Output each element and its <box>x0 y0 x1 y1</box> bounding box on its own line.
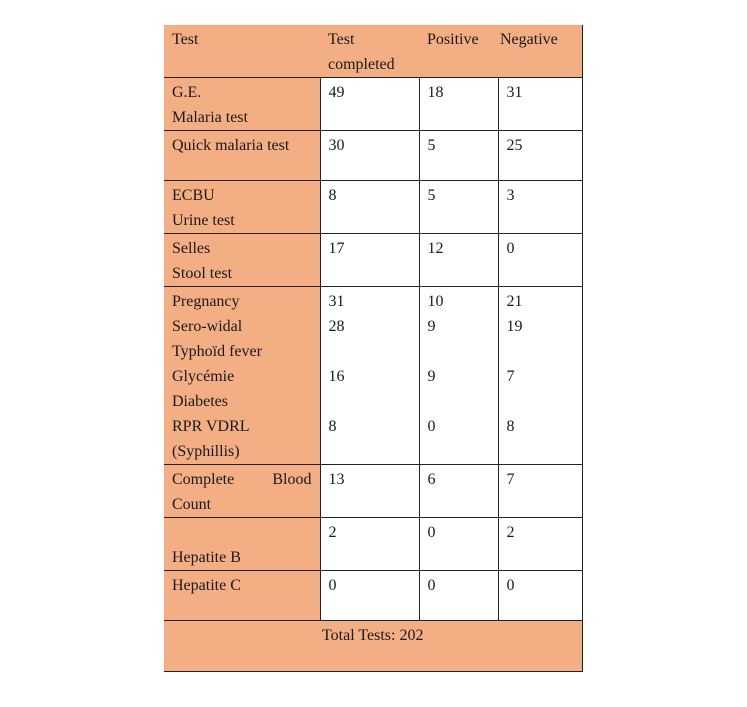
test-name-line: G.E. <box>172 84 202 101</box>
total-tests-label: Total Tests: 202 <box>164 621 582 672</box>
header-completed-line2: completed <box>328 56 395 73</box>
header-test-label: Test <box>172 31 199 48</box>
positive-cell: 12 <box>419 234 498 287</box>
test-name-line: Hepatite C <box>172 577 241 594</box>
test-name-line: Diabetes <box>172 393 228 410</box>
negative-value: 7 <box>506 368 515 385</box>
completed-value: 31 <box>328 293 345 310</box>
header-negative <box>498 25 582 78</box>
test-name-line: Sero-widal <box>172 318 243 335</box>
group-completed <box>320 287 419 465</box>
total-row <box>164 621 582 672</box>
test-name-line: Urine test <box>172 212 235 229</box>
negative-cell: 3 <box>498 181 582 234</box>
table-row <box>164 518 582 571</box>
row-test-name <box>164 234 320 287</box>
completed-value: 28 <box>328 318 345 335</box>
header-positive-label: Positive <box>427 31 479 48</box>
completed-cell: 8 <box>320 181 419 234</box>
table-row-group <box>164 287 582 465</box>
positive-cell: 0 <box>419 518 498 571</box>
group-positive <box>419 287 498 465</box>
negative-cell: 0 <box>498 571 582 621</box>
negative-value: 19 <box>506 318 523 335</box>
positive-cell: 0 <box>419 571 498 621</box>
table-row <box>164 571 582 621</box>
row-test-name <box>164 518 320 571</box>
row-test-name <box>164 131 320 181</box>
positive-cell: 5 <box>419 181 498 234</box>
negative-cell: 7 <box>498 465 582 518</box>
positive-value: 0 <box>427 418 436 435</box>
positive-cell: 6 <box>419 465 498 518</box>
negative-cell: 2 <box>498 518 582 571</box>
test-name-line: Count <box>172 496 212 513</box>
row-test-name <box>164 181 320 234</box>
table-row <box>164 78 582 131</box>
completed-cell: 49 <box>320 78 419 131</box>
completed-value: 16 <box>328 368 345 385</box>
positive-value: 9 <box>427 368 436 385</box>
negative-cell: 25 <box>498 131 582 181</box>
row-test-name <box>164 78 320 131</box>
test-name-line: (Syphillis) <box>172 443 240 460</box>
completed-cell: 30 <box>320 131 419 181</box>
test-name-line: Pregnancy <box>172 293 240 310</box>
test-name-line: Typhoïd fever <box>172 343 262 360</box>
test-name-line: Malaria test <box>172 109 248 126</box>
test-name-line: RPR VDRL <box>172 418 250 435</box>
positive-cell: 18 <box>419 78 498 131</box>
cbc-word: Blood <box>272 471 312 488</box>
completed-value: 8 <box>328 418 337 435</box>
negative-value: 8 <box>506 418 515 435</box>
positive-value: 10 <box>427 293 444 310</box>
header-row <box>164 25 582 78</box>
test-name-line: ECBU <box>172 187 215 204</box>
positive-value: 9 <box>427 318 436 335</box>
header-completed-line1: Test <box>328 31 355 48</box>
test-name-line <box>172 467 312 492</box>
table-row <box>164 465 582 518</box>
cbc-word: Complete <box>172 471 235 488</box>
table-row <box>164 181 582 234</box>
completed-cell: 0 <box>320 571 419 621</box>
completed-cell: 17 <box>320 234 419 287</box>
header-completed <box>320 25 419 78</box>
header-negative-label: Negative <box>500 31 558 48</box>
negative-cell: 0 <box>498 234 582 287</box>
row-test-name <box>164 465 320 518</box>
group-test-names <box>164 287 320 465</box>
test-name-line: Glycémie <box>172 368 235 385</box>
test-results-table <box>164 25 583 672</box>
table-row <box>164 234 582 287</box>
table-row <box>164 131 582 181</box>
row-test-name <box>164 571 320 621</box>
negative-value: 21 <box>506 293 523 310</box>
test-name-line: Quick malaria test <box>172 137 290 154</box>
test-results-sheet <box>164 25 582 672</box>
header-test <box>164 25 320 78</box>
completed-cell: 2 <box>320 518 419 571</box>
header-positive <box>419 25 498 78</box>
negative-cell: 31 <box>498 78 582 131</box>
group-negative <box>498 287 582 465</box>
completed-cell: 13 <box>320 465 419 518</box>
test-name-line: Selles <box>172 240 211 257</box>
positive-cell: 5 <box>419 131 498 181</box>
test-name-line: Stool test <box>172 265 233 282</box>
test-name-line: Hepatite B <box>172 549 241 566</box>
